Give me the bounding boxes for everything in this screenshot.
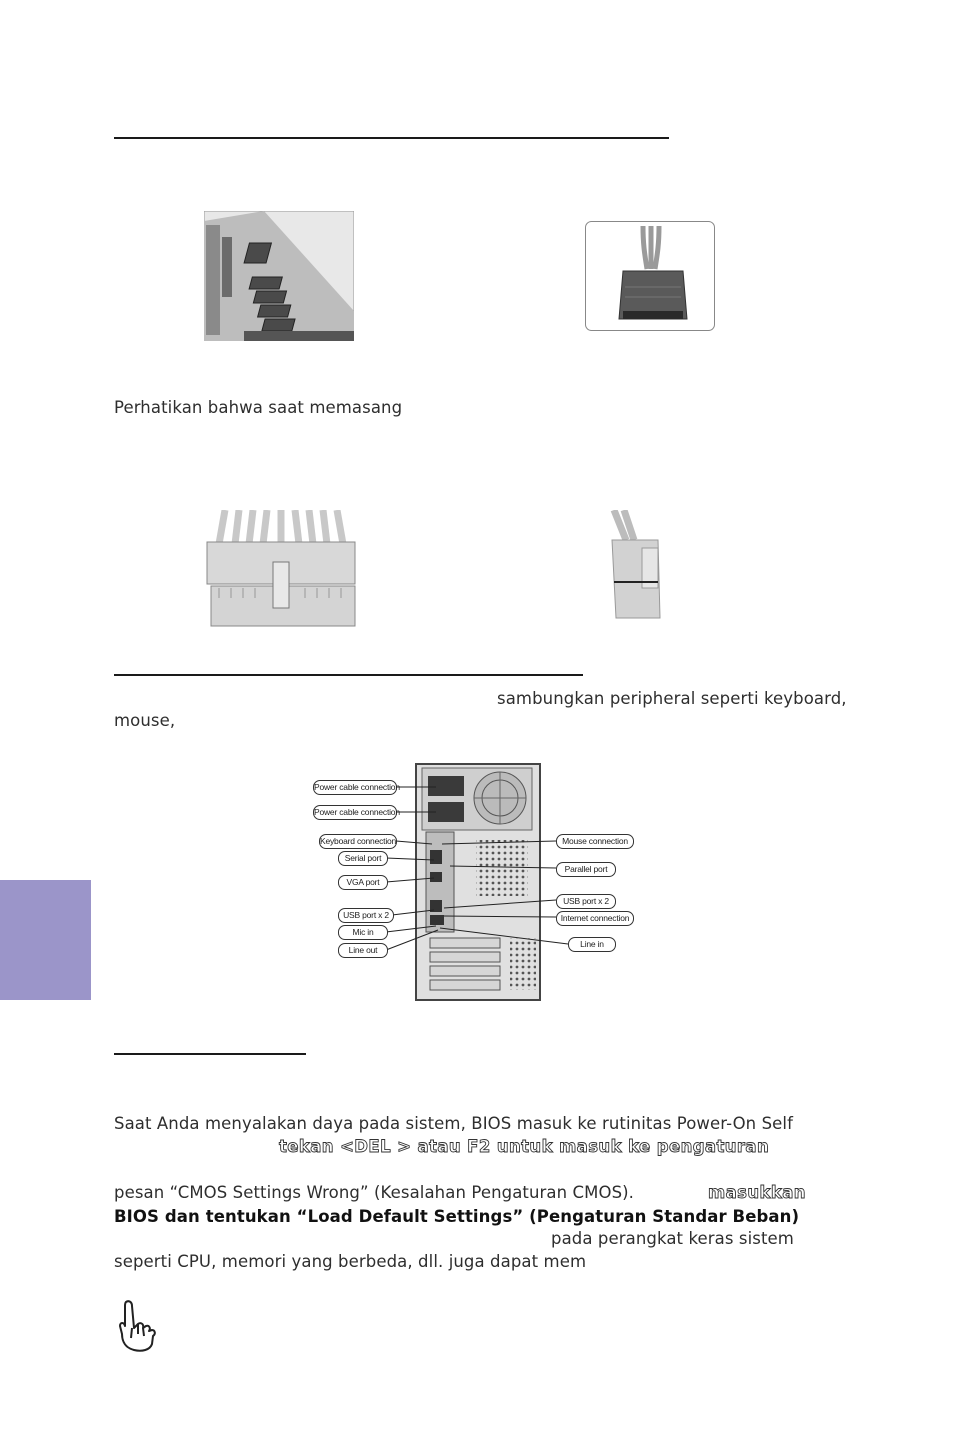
label-mic-in: Mic in [338, 925, 388, 940]
sata-power-connector-image [585, 221, 715, 331]
section-rule-2 [114, 674, 583, 676]
label-line-in: Line in [568, 937, 616, 952]
paragraph-3-line-2: tekan <DEL > atau F2 untuk masuk ke pengaturan [279, 1137, 770, 1156]
label-power-cable-1: Power cable connection [313, 780, 397, 795]
paragraph-3-line-3b: masukkan [708, 1183, 806, 1202]
label-vga-port: VGA port [338, 875, 388, 890]
paragraph-1: Perhatikan bahwa saat memasang [114, 398, 403, 417]
label-keyboard: Keyboard connection [319, 834, 397, 849]
label-mouse: Mouse connection [556, 834, 634, 849]
paragraph-2b: mouse, [114, 711, 176, 730]
label-serial-port: Serial port [338, 851, 388, 866]
label-parallel-port: Parallel port [556, 862, 616, 877]
atx-power-connector-image [205, 510, 357, 628]
paragraph-2a: sambungkan peripheral seperti keyboard, [497, 689, 847, 708]
label-internet: Internet connection [556, 911, 634, 926]
label-line-out: Line out [338, 943, 388, 958]
paragraph-3-line-1: Saat Anda menyalakan daya pada sistem, BIOS masuk ke rutinitas Power-On Self [114, 1114, 793, 1133]
paragraph-3-line-4: BIOS dan tentukan “Load Default Settings” (Pengaturan Standar Beban) [114, 1207, 800, 1226]
paragraph-3-line-6: seperti CPU, memori yang berbeda, dll. juga dapat mem [114, 1252, 587, 1271]
section-rule-1 [114, 137, 669, 139]
chapter-side-tab [0, 880, 91, 1000]
sata-ports-image [204, 211, 354, 341]
aux-power-connector-image [608, 510, 664, 622]
paragraph-3-line-5: pada perangkat keras sistem [551, 1229, 794, 1248]
paragraph-3-line-3: pesan “CMOS Settings Wrong” (Kesalahan Pengaturan CMOS). [114, 1183, 635, 1202]
label-usb-right: USB port x 2 [556, 894, 616, 909]
label-usb-left: USB port x 2 [338, 908, 394, 923]
label-power-cable-2: Power cable connection [313, 805, 397, 820]
pointing-hand-icon [112, 1298, 160, 1354]
section-rule-3 [114, 1053, 306, 1055]
